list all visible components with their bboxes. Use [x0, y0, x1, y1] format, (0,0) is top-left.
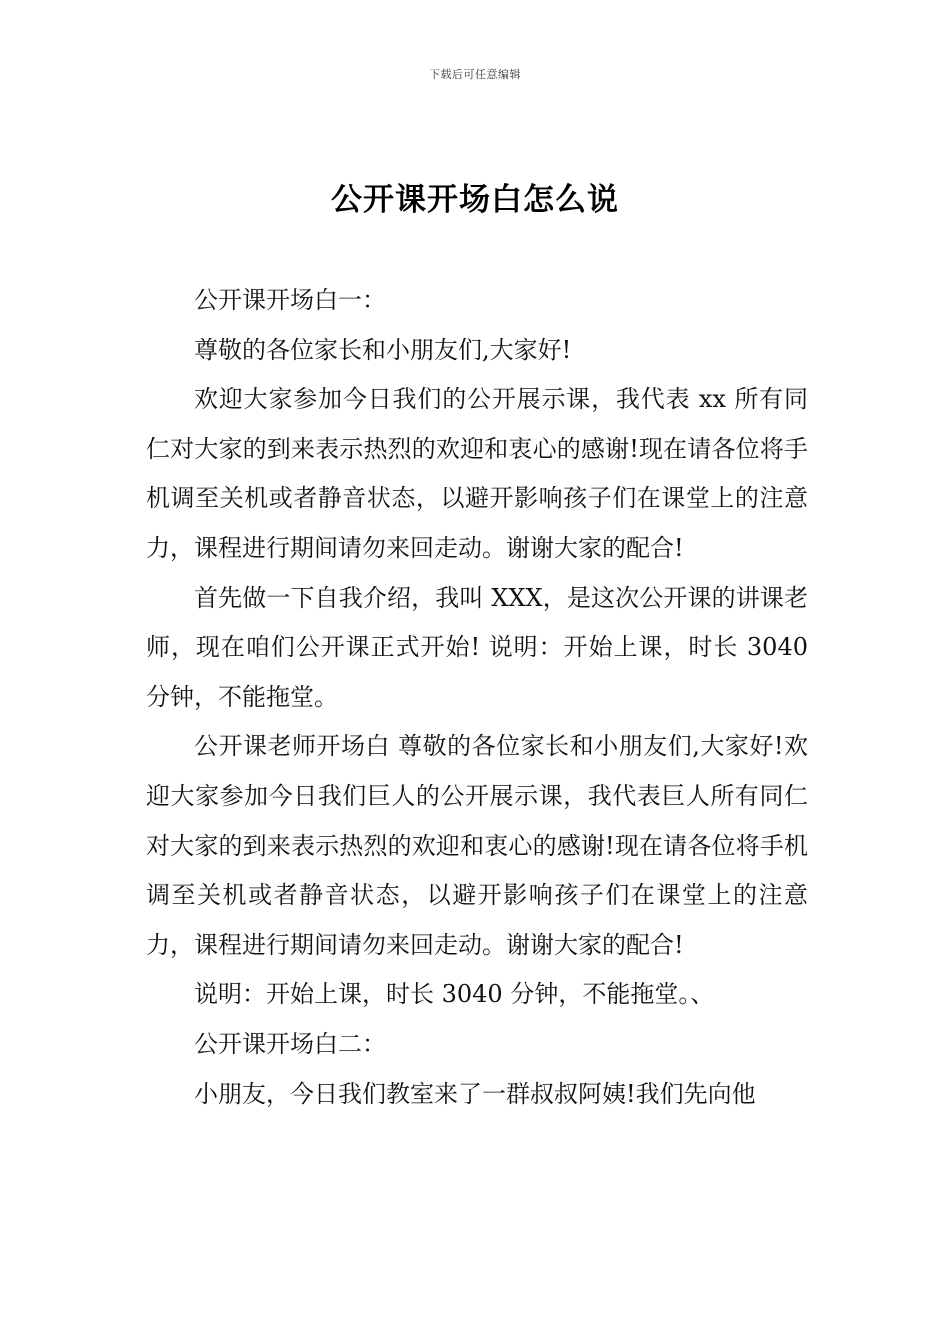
paragraph-teacher-opening: 公开课老师开场白 尊敬的各位家长和小朋友们,大家好!欢迎大家参加今日我们巨人的公开展示课，我代表巨人所有同仁对大家的到来表示热烈的欢迎和衷心的感谢!现在请各位将手机调至关机或者静音状态，以避开影响孩子们在课堂上的注意力，课程进行期间请勿来回走动。谢谢大家的配合!: [146, 732, 808, 959]
paragraph-children-opening: 小朋友，今日我们教室来了一群叔叔阿姨!我们先向他: [194, 1079, 756, 1108]
document-title: 公开课开场白怎么说: [331, 182, 619, 218]
paragraph-welcome: 欢迎大家参加今日我们的公开展示课，我代表 xx 所有同仁对大家的到来表示热烈的欢迎和衷心的感谢!现在请各位将手机调至关机或者静音状态，以避开影响孩子们在课堂上的注意力，课程进行期间请勿来回走动。谢谢大家的配合!: [146, 385, 808, 562]
document-body: [146, 276, 808, 1119]
header-note: 下载后可任意编辑: [429, 68, 521, 81]
paragraph-section-heading-1: 公开课开场白一：: [194, 286, 386, 314]
paragraph-greeting: 尊敬的各位家长和小朋友们,大家好!: [194, 335, 572, 364]
paragraph-note: 说明：开始上课，时长 3040 分钟，不能拖堂。、: [194, 980, 715, 1009]
paragraph-section-heading-2: 公开课开场白二：: [194, 1029, 386, 1058]
paragraph-self-introduction: 首先做一下自我介绍，我叫 XXX，是这次公开课的讲课老师，现在咱们公开课正式开始! 说明：开始上课，时长 3040 分钟，不能拖堂。: [146, 583, 808, 711]
